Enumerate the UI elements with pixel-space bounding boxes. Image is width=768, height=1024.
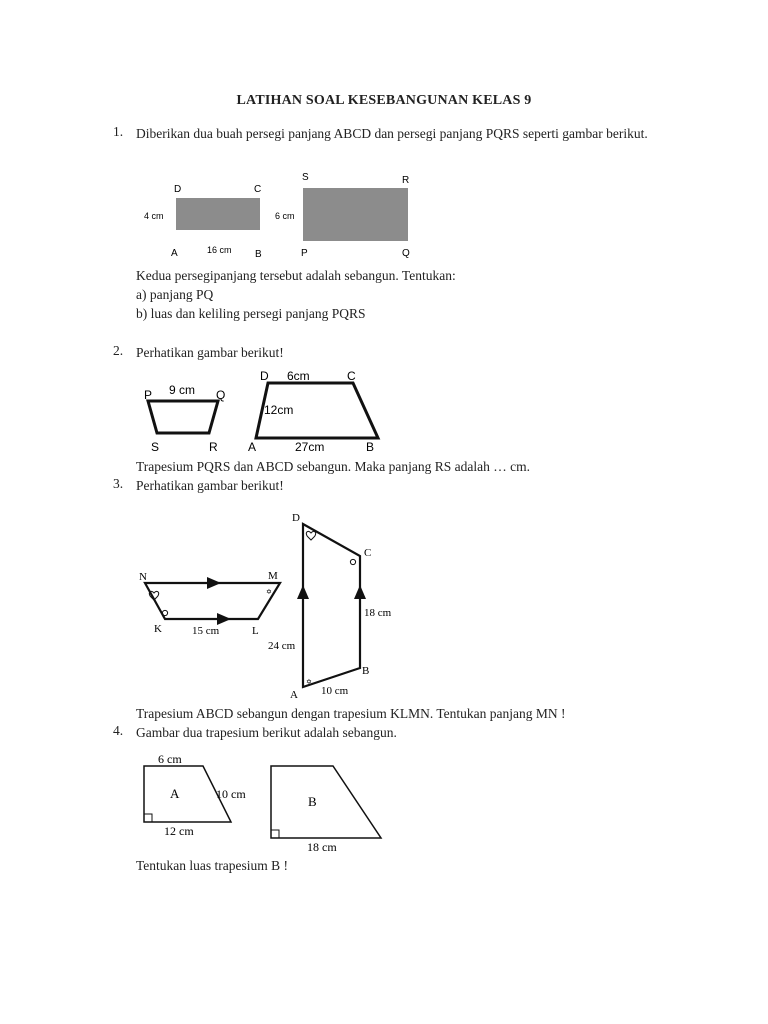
label-6cm: 6cm — [287, 369, 310, 383]
label-s: S — [302, 172, 309, 183]
trapezoid-b — [271, 766, 381, 838]
parallel-arrow-bottom-icon — [217, 613, 231, 625]
label-b: B — [362, 665, 370, 677]
label-18cm: 18 cm — [364, 607, 392, 619]
question-number-3: 3. — [113, 476, 124, 491]
question-1-line-1: Kedua persegipanjang tersebut adalah sebangun. Tentukan: — [136, 268, 456, 283]
question-1-line-2: a) panjang PQ — [136, 287, 214, 302]
heart-angle-icon — [306, 531, 315, 540]
label-k: K — [154, 623, 162, 635]
label-r: R — [402, 175, 410, 186]
label-s: S — [151, 440, 160, 454]
label-a: A — [170, 786, 180, 801]
question-number-4: 4. — [113, 723, 124, 738]
label-r: R — [209, 440, 218, 454]
label-d: D — [174, 184, 182, 195]
label-d: D — [260, 369, 269, 383]
label-d: D — [292, 512, 300, 524]
label-a: A — [171, 248, 178, 259]
label-4cm: 4 cm — [144, 211, 164, 221]
label-10cm: 10 cm — [216, 787, 246, 801]
trapezoid-abcd — [303, 524, 360, 687]
label-l: L — [252, 625, 259, 637]
label-a: A — [290, 689, 298, 701]
question-1-line-3: b) luas dan keliling persegi panjang PQRS — [136, 306, 366, 321]
label-q: Q — [402, 248, 410, 259]
figure-q2-trapezoids — [140, 365, 390, 460]
circle-angle-icon — [162, 610, 167, 615]
question-2-answer: Trapesium PQRS dan ABCD sebangun. Maka panjang RS adalah … cm. — [136, 459, 530, 474]
right-angle-icon — [144, 814, 152, 822]
label-12cm: 12cm — [264, 403, 294, 417]
question-3-text: Perhatikan gambar berikut! — [136, 478, 284, 493]
figure-q3-trapezoids — [135, 505, 415, 705]
question-4-text: Gambar dua trapesium berikut adalah sebangun. — [136, 725, 397, 740]
question-number-1: 1. — [113, 124, 124, 139]
label-15cm: 15 cm — [192, 625, 220, 637]
trapezoid-pqrs — [148, 401, 218, 433]
label-c: C — [347, 369, 356, 383]
label-c: C — [364, 547, 372, 559]
right-angle-icon — [271, 830, 279, 838]
label-12cm: 12 cm — [164, 824, 194, 838]
star-angle-icon: ✡ — [266, 588, 272, 596]
label-q: Q — [216, 388, 226, 402]
label-a: A — [248, 440, 257, 454]
question-2-text: Perhatikan gambar berikut! — [136, 345, 284, 360]
parallel-arrow-left-icon — [297, 585, 309, 599]
question-1-text: Diberikan dua buah persegi panjang ABCD dan persegi panjang PQRS seperti gambar berikut. — [136, 126, 648, 141]
label-18cm: 18 cm — [307, 840, 337, 854]
parallel-arrow-top-icon — [207, 577, 221, 589]
label-c: C — [254, 184, 262, 195]
label-9cm: 9 cm — [169, 383, 196, 397]
label-27cm: 27cm — [295, 440, 325, 454]
circle-angle-icon — [350, 559, 355, 564]
label-6cm: 6 cm — [275, 211, 295, 221]
trapezoid-klmn — [145, 583, 280, 619]
label-b: B — [366, 440, 375, 454]
label-24cm: 24 cm — [268, 640, 296, 652]
label-b: B — [308, 794, 317, 809]
label-n: N — [139, 571, 147, 583]
label-b: B — [255, 249, 262, 260]
page-title: LATIHAN SOAL KESEBANGUNAN KELAS 9 — [236, 93, 532, 108]
figure-q4-trapezoids — [135, 748, 395, 858]
question-3-answer: Trapesium ABCD sebangun dengan trapesium KLMN. Tentukan panjang MN ! — [136, 706, 566, 721]
parallel-arrow-right-icon — [354, 585, 366, 599]
question-number-2: 2. — [113, 343, 124, 358]
label-10cm: 10 cm — [321, 685, 349, 697]
label-6cm: 6 cm — [158, 752, 182, 766]
rectangle-pqrs — [303, 188, 408, 241]
label-m: M — [268, 570, 278, 582]
label-p: P — [144, 388, 153, 402]
rectangle-abcd — [176, 198, 260, 230]
figure-q1-rectangles — [140, 170, 430, 265]
star-angle-icon: ✡ — [306, 678, 312, 686]
question-4-answer: Tentukan luas trapesium B ! — [136, 858, 289, 873]
label-p: P — [301, 248, 308, 259]
label-16cm: 16 cm — [207, 245, 232, 255]
